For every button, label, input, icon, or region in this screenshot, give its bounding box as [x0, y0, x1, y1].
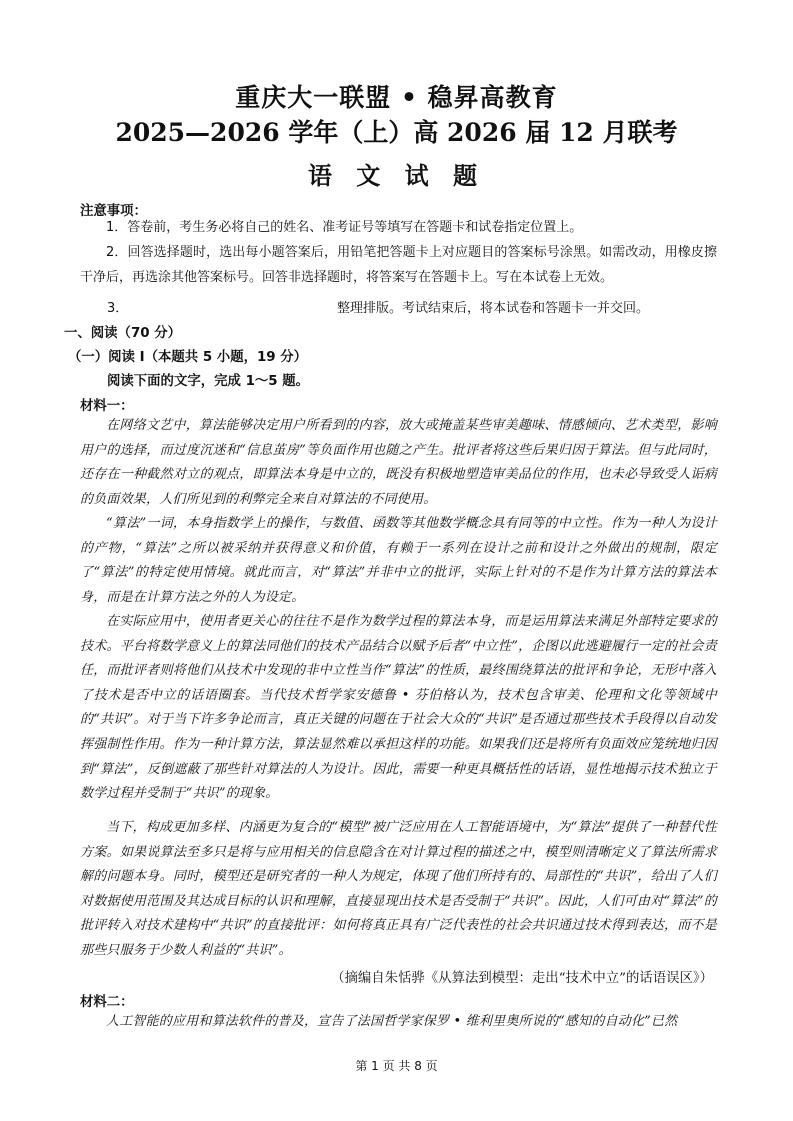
notes-item-3-number: 3．	[107, 301, 129, 316]
material-two-label: 材料二：	[80, 995, 134, 1010]
notes-item-3-text: 整理排版。考试结束后，将本试卷和答题卡一并交回。	[337, 301, 650, 316]
material-one-paragraph-4: 当下，构成更加多样、内涵更为复合的“模型”被广泛应用在人工智能语境中，为“算法”提供了一种替代性方案。如果说算法至多只是将与应用相关的信息隐含在对计算过程的描述之中，模型则清晰定义了算法所需求解的问题本身。同时，模型还是研究者的一种人为规定，体现了他们所持有的、局部性的“共识”，给出了人们对数据使用范围及其达成目标的认识和理解，直接显现出技术是否受制于“共识”。因此，人们可由对“算法”的批评转入对技术建构中“共识”的直接批评：如何将真正具有广泛代表性的社会共识通过技术得到表达，而不是那些只服务于少数人利益的“共识”。	[80, 820, 717, 958]
material-one-paragraph-1: 在网络文艺中，算法能够决定用户所看到的内容，放大或掩盖某些审美趣味、情感倾向、艺术类型，影响用户的选择，而过度沉迷和“信息茧房”等负面作用也随之产生。批评者将这些后果归因于算法。但与此同时，还存在一种截然对立的观点，即算法本身是中立的，既没有积极地塑造审美品位的作用，也未必导致受人诟病的负面效果，人们所见到的利弊完全来自对算法的不同使用。	[80, 418, 717, 507]
material-one-source: （摘编自朱恬骅《从算法到模型：走出“技术中立”的话语误区》）	[331, 971, 713, 986]
material-one-label: 材料一：	[80, 399, 134, 414]
reading-one-heading: （一）阅读 I（本题共 5 小题，19 分）	[68, 350, 308, 365]
material-two-paragraph-1: 人工智能的应用和算法软件的普及，宣告了法国哲学家保罗 • 维利里奥所说的“感知的自动化”已然	[106, 1014, 678, 1029]
material-one-paragraph-3: 在实际应用中，使用者更关心的往往不是作为数学过程的算法本身，而是运用算法来满足外部特定要求的技术。平台将数学意义上的算法同他们的技术产品结合以赋予后者“中立性”，企图以此逃避履行一定的社会责任，而批评者则将他们从技术中发现的非中立性当作“算法”的性质，最终围绕算法的批评和争论，无形中落入了技术是否中立的话语圈套。当代技术哲学家安德鲁 • 芬伯格认为，技术包含审美、伦理和文化等领域中的“共识”。对于当下许多争论而言，真正关键的问题在于社会大众的“共识”是否通过那些技术手段得以自动发挥强制性作用。作为一种计算方法，算法显然难以承担这样的功能。如果我们还是将所有负面效应笼统地归因到“算法”，反倒遮蔽了那些针对算法的人为设计。因此，需要一种更具概括性的话语，显性地揭示技术独立于数学过程并受制于“共识”的现象。	[80, 614, 717, 802]
notes-item-1: 1．答卷前，考生务必将自己的姓名、准考证号等填写在答题卡和试卷指定位置上。	[106, 220, 583, 235]
notes-item-2: 2．回答选择题时，选出每小题答案后，用铅笔把答题卡上对应题目的答案标号涂黑。如需改动，用橡皮擦干净后，再选涂其他答案标号。回答非选择题时，将答案写在答题卡上。写在本试卷上无效。	[80, 245, 717, 285]
reading-instruction: 阅读下面的文字，完成 1～5 题。	[107, 374, 310, 389]
exam-subject-title: 语 文 试 题	[307, 161, 486, 190]
part-one-heading: 一、阅读（70 分）	[64, 326, 182, 341]
material-one-paragraph-2: “算法”一词，本身指数学上的操作，与数值、函数等其他数学概念具有同等的中立性。作为一种人为设计的产物，“算法”之所以被采纳并获得意义和价值，有赖于一系列在设计之前和设计之外做出的规制，限定了“算法”的特定使用情境。就此而言，对“算法”并非中立的批评，实际上针对的不是作为计算方法的算法本身，而是在计算方法之外的人为设定。	[80, 516, 717, 605]
exam-header-line2: 2025—2026 学年（上）高 2026 届 12 月联考	[115, 118, 678, 147]
page-number-footer: 第 1 页 共 8 页	[355, 1059, 438, 1073]
notes-heading: 注意事项：	[80, 204, 147, 219]
exam-header-line1: 重庆大一联盟 • 稳昇高教育	[235, 83, 558, 112]
